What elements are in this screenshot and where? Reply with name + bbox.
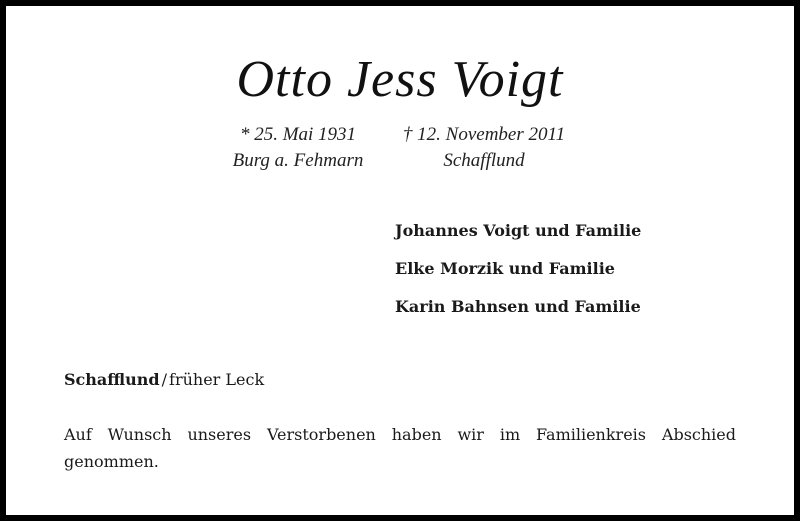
mourner-item: Johannes Voigt und Familie: [395, 221, 642, 240]
mourners-list: [395, 221, 641, 335]
birth-place: Burg a. Fehmarn: [232, 150, 364, 171]
location-separator: /: [161, 370, 168, 389]
obituary-card: [6, 6, 794, 515]
location-line: [64, 370, 264, 390]
mourner-item: Karin Bahnsen und Familie: [395, 297, 641, 316]
mourner-item: Elke Morzik und Familie: [395, 259, 615, 278]
former-location: früher Leck: [169, 370, 265, 389]
current-location: Schafflund: [64, 370, 160, 389]
death-place: Schafflund: [443, 150, 525, 171]
farewell-message: Auf Wunsch unseres Verstorbenen haben wir im Familienkreis Abschied genommen.: [64, 425, 736, 471]
death-info: [384, 122, 584, 174]
death-date: † 12. November 2011: [402, 124, 566, 145]
birth-date: * 25. Mai 1931: [239, 124, 357, 145]
deceased-name: Otto Jess Voigt: [236, 51, 564, 108]
birth-info: [218, 122, 378, 174]
